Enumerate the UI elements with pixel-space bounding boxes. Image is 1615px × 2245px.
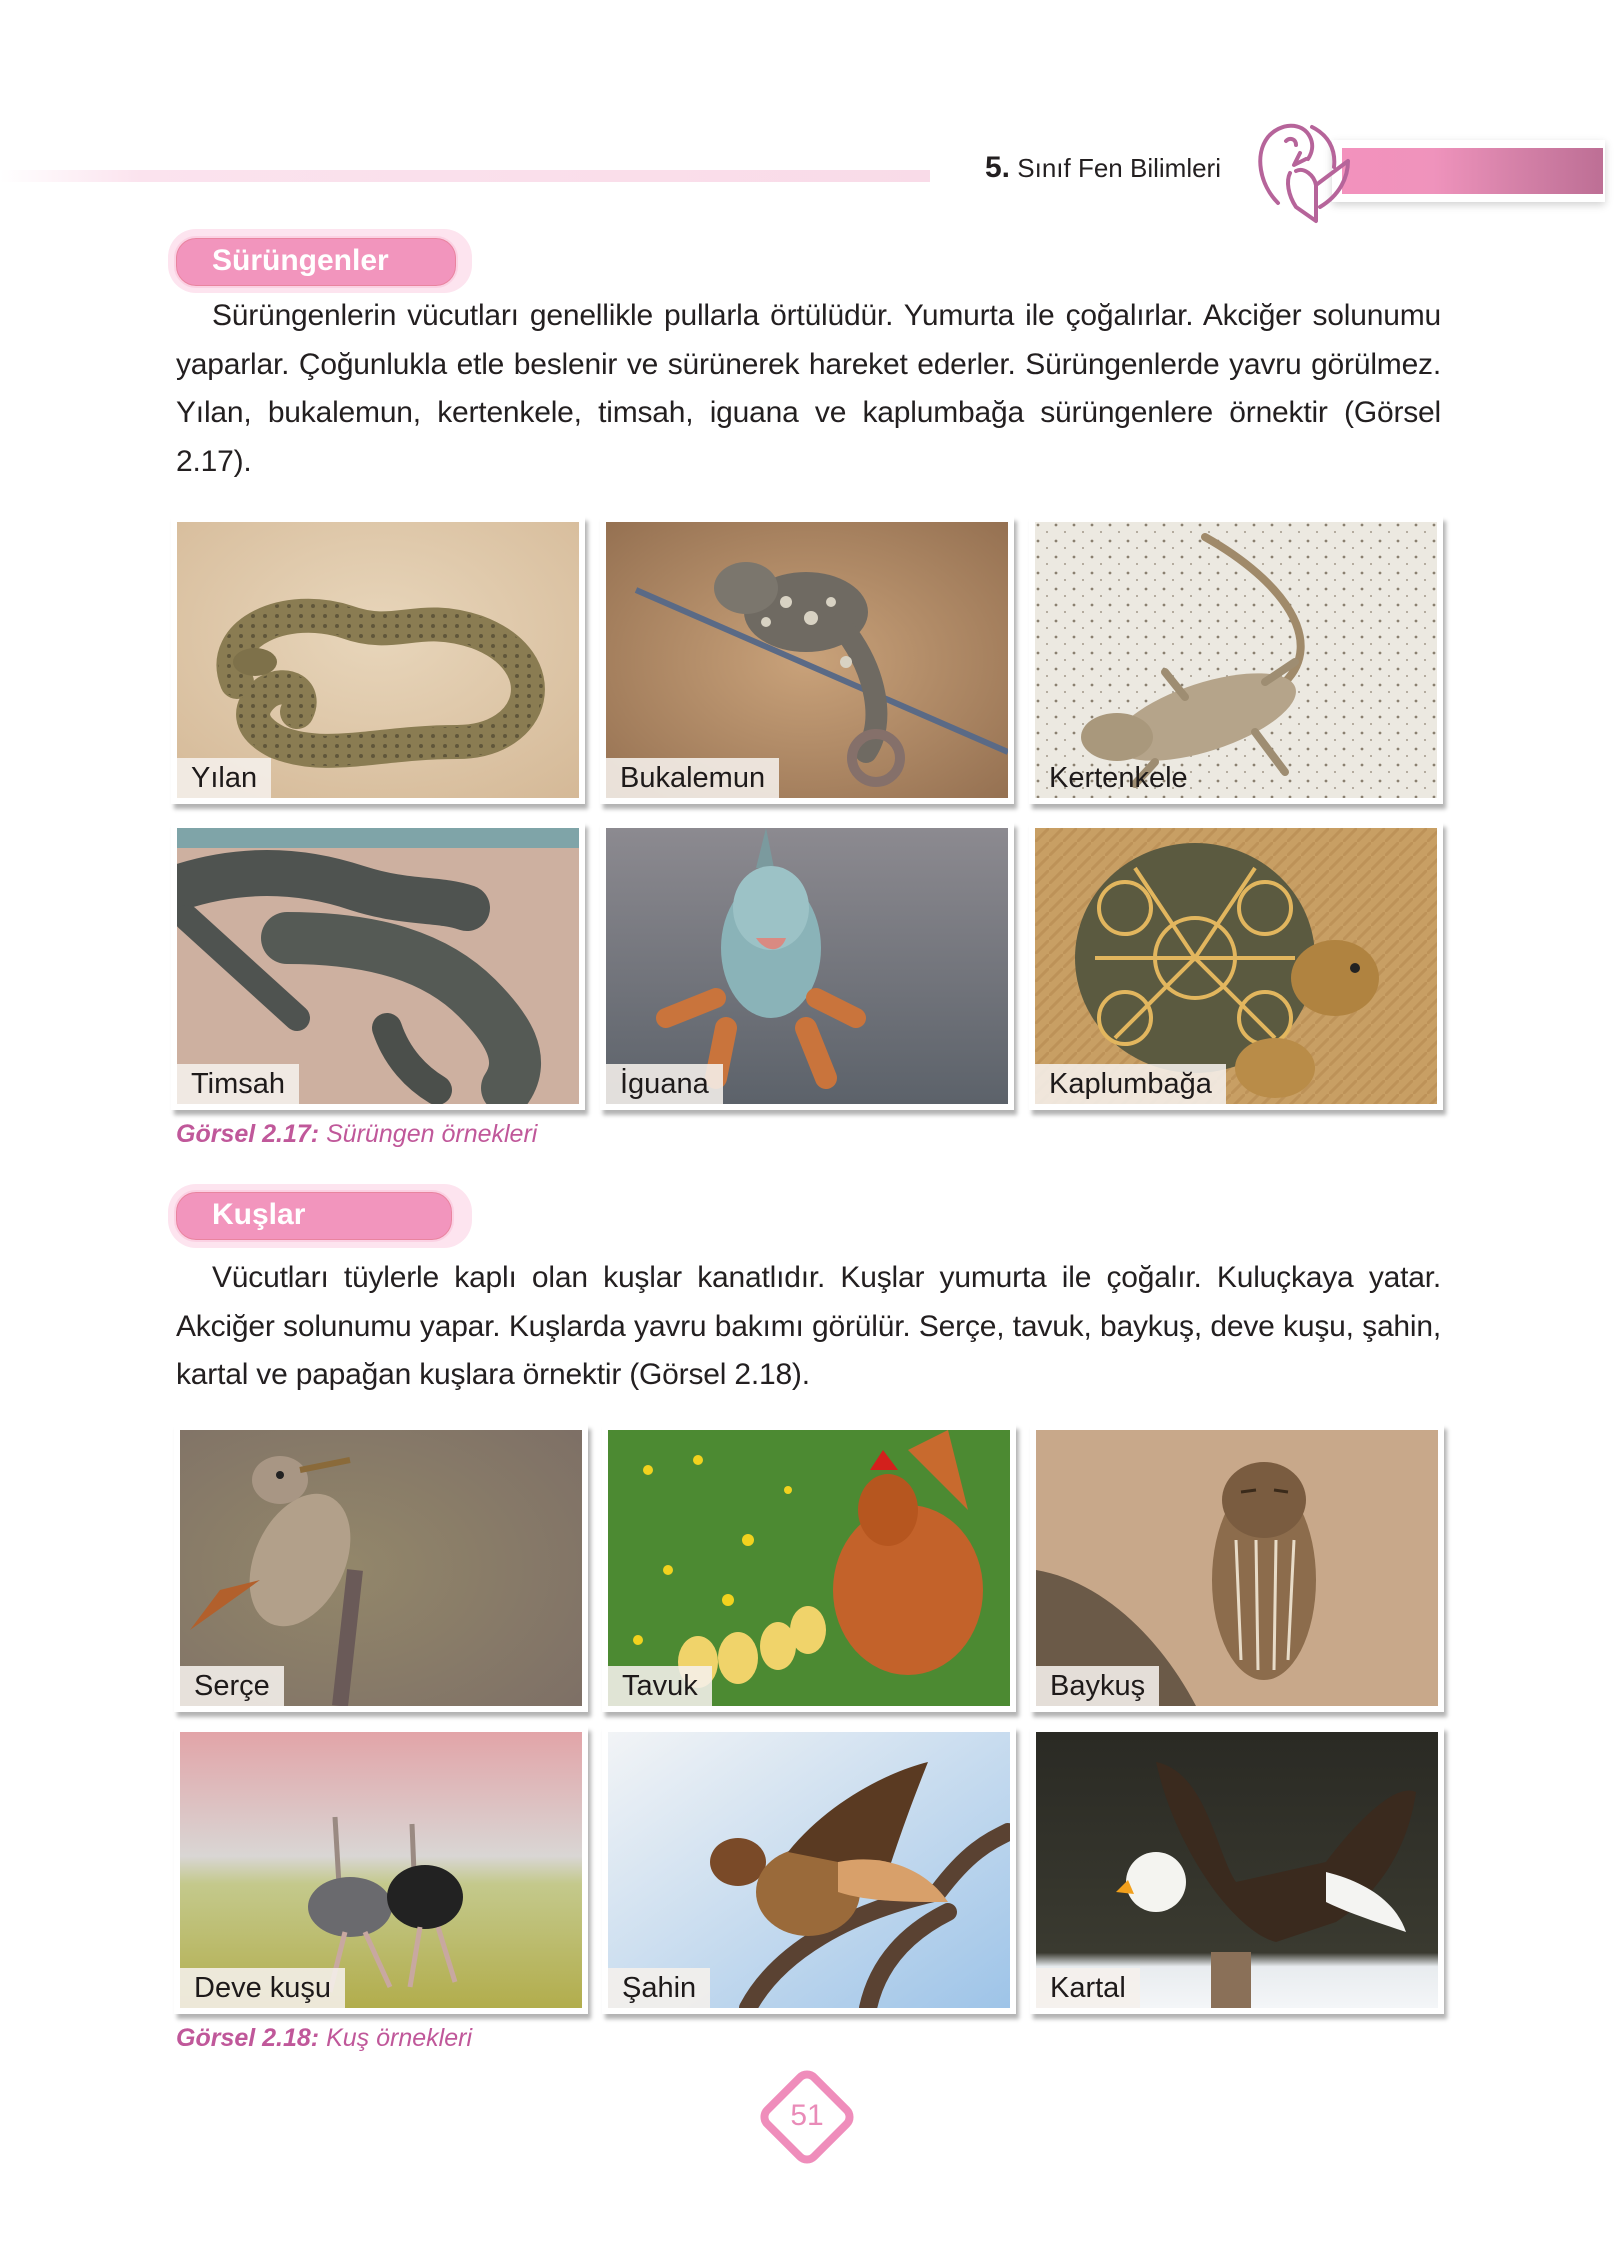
header-bar	[1342, 148, 1603, 194]
photo-card-hen	[602, 1424, 1016, 1712]
chameleon-photo	[606, 522, 1008, 798]
hawk-photo	[608, 1732, 1010, 2008]
photo-label: Timsah	[177, 1064, 299, 1104]
figure-number: Görsel 2.17:	[176, 1120, 320, 1148]
photo-label: Deve kuşu	[180, 1968, 345, 2008]
bird-logo-icon	[1250, 115, 1360, 225]
figure-title: Kuş örnekleri	[326, 2024, 472, 2052]
tortoise-photo	[1035, 828, 1437, 1104]
birds-paragraph: Vücutları tüylerle kaplı olan kuşlar kanatlıdır. Kuşlar yumurta ile çoğalır. Kuluçkaya yatar. Akciğer solunumu yapar. Kuşlarda yavru bakımı görülür. Serçe, tavuk, baykuş, deve kuşu, şahin, kartal ve papağan kuşlara örnektir (Görsel 2.18).	[176, 1261, 1441, 1391]
figure-caption-birds	[176, 2024, 472, 2053]
photo-card-owl	[1030, 1424, 1444, 1712]
snake-photo	[177, 522, 579, 798]
photo-label: Kertenkele	[1049, 762, 1188, 794]
photo-label: Yılan	[177, 758, 271, 798]
crocodile-photo	[177, 828, 579, 1104]
photo-card-hawk	[602, 1726, 1016, 2014]
section-heading-reptiles: Sürüngenler	[174, 236, 458, 288]
header-title	[985, 150, 1221, 186]
photo-card-chameleon	[600, 516, 1014, 804]
photo-card-iguana	[600, 822, 1014, 1110]
grade-number: 5.	[985, 151, 1011, 184]
photo-label: Serçe	[180, 1666, 284, 1706]
hen-photo	[608, 1430, 1010, 1706]
ostrich-photo	[180, 1732, 582, 2008]
lizard-photo	[1035, 522, 1437, 798]
photo-label: Bukalemun	[606, 758, 779, 798]
photo-card-lizard	[1029, 516, 1443, 804]
reptiles-paragraph: Sürüngenlerin vücutları genellikle pullarla örtülüdür. Yumurta ile çoğalırlar. Akciğer solunumu yaparlar. Çoğunlukla etle beslenir ve sürünerek hareket ederler. Sürüngenlerde yavru görülmez. Yılan, bukalemun, kertenkele, timsah, iguana ve kaplumbağa sürüngenlere örnektir (Görsel 2.17).	[176, 299, 1441, 478]
page-number: 51	[790, 2099, 824, 2132]
iguana-photo	[606, 828, 1008, 1104]
photo-label: İguana	[606, 1064, 723, 1104]
photo-card-tortoise	[1029, 822, 1443, 1110]
subject-name: Sınıf Fen Bilimleri	[1017, 153, 1221, 183]
photo-label: Baykuş	[1036, 1666, 1159, 1706]
section-heading-birds: Kuşlar	[174, 1190, 454, 1242]
photo-card-eagle	[1030, 1726, 1444, 2014]
eagle-photo	[1036, 1732, 1438, 2008]
photo-card-crocodile	[171, 822, 585, 1110]
photo-card-sparrow	[174, 1424, 588, 1712]
photo-label: Kaplumbağa	[1035, 1064, 1226, 1104]
owl-photo	[1036, 1430, 1438, 1706]
figure-caption-reptiles	[176, 1120, 537, 1149]
photo-label: Kartal	[1036, 1968, 1140, 2008]
photo-card-snake	[171, 516, 585, 804]
photo-card-ostrich	[174, 1726, 588, 2014]
photo-label: Şahin	[608, 1968, 710, 2008]
sparrow-photo	[180, 1430, 582, 1706]
header-stripe	[0, 170, 930, 182]
figure-title: Sürüngen örnekleri	[326, 1120, 538, 1148]
photo-label: Tavuk	[608, 1666, 712, 1706]
figure-number: Görsel 2.18:	[176, 2024, 320, 2052]
